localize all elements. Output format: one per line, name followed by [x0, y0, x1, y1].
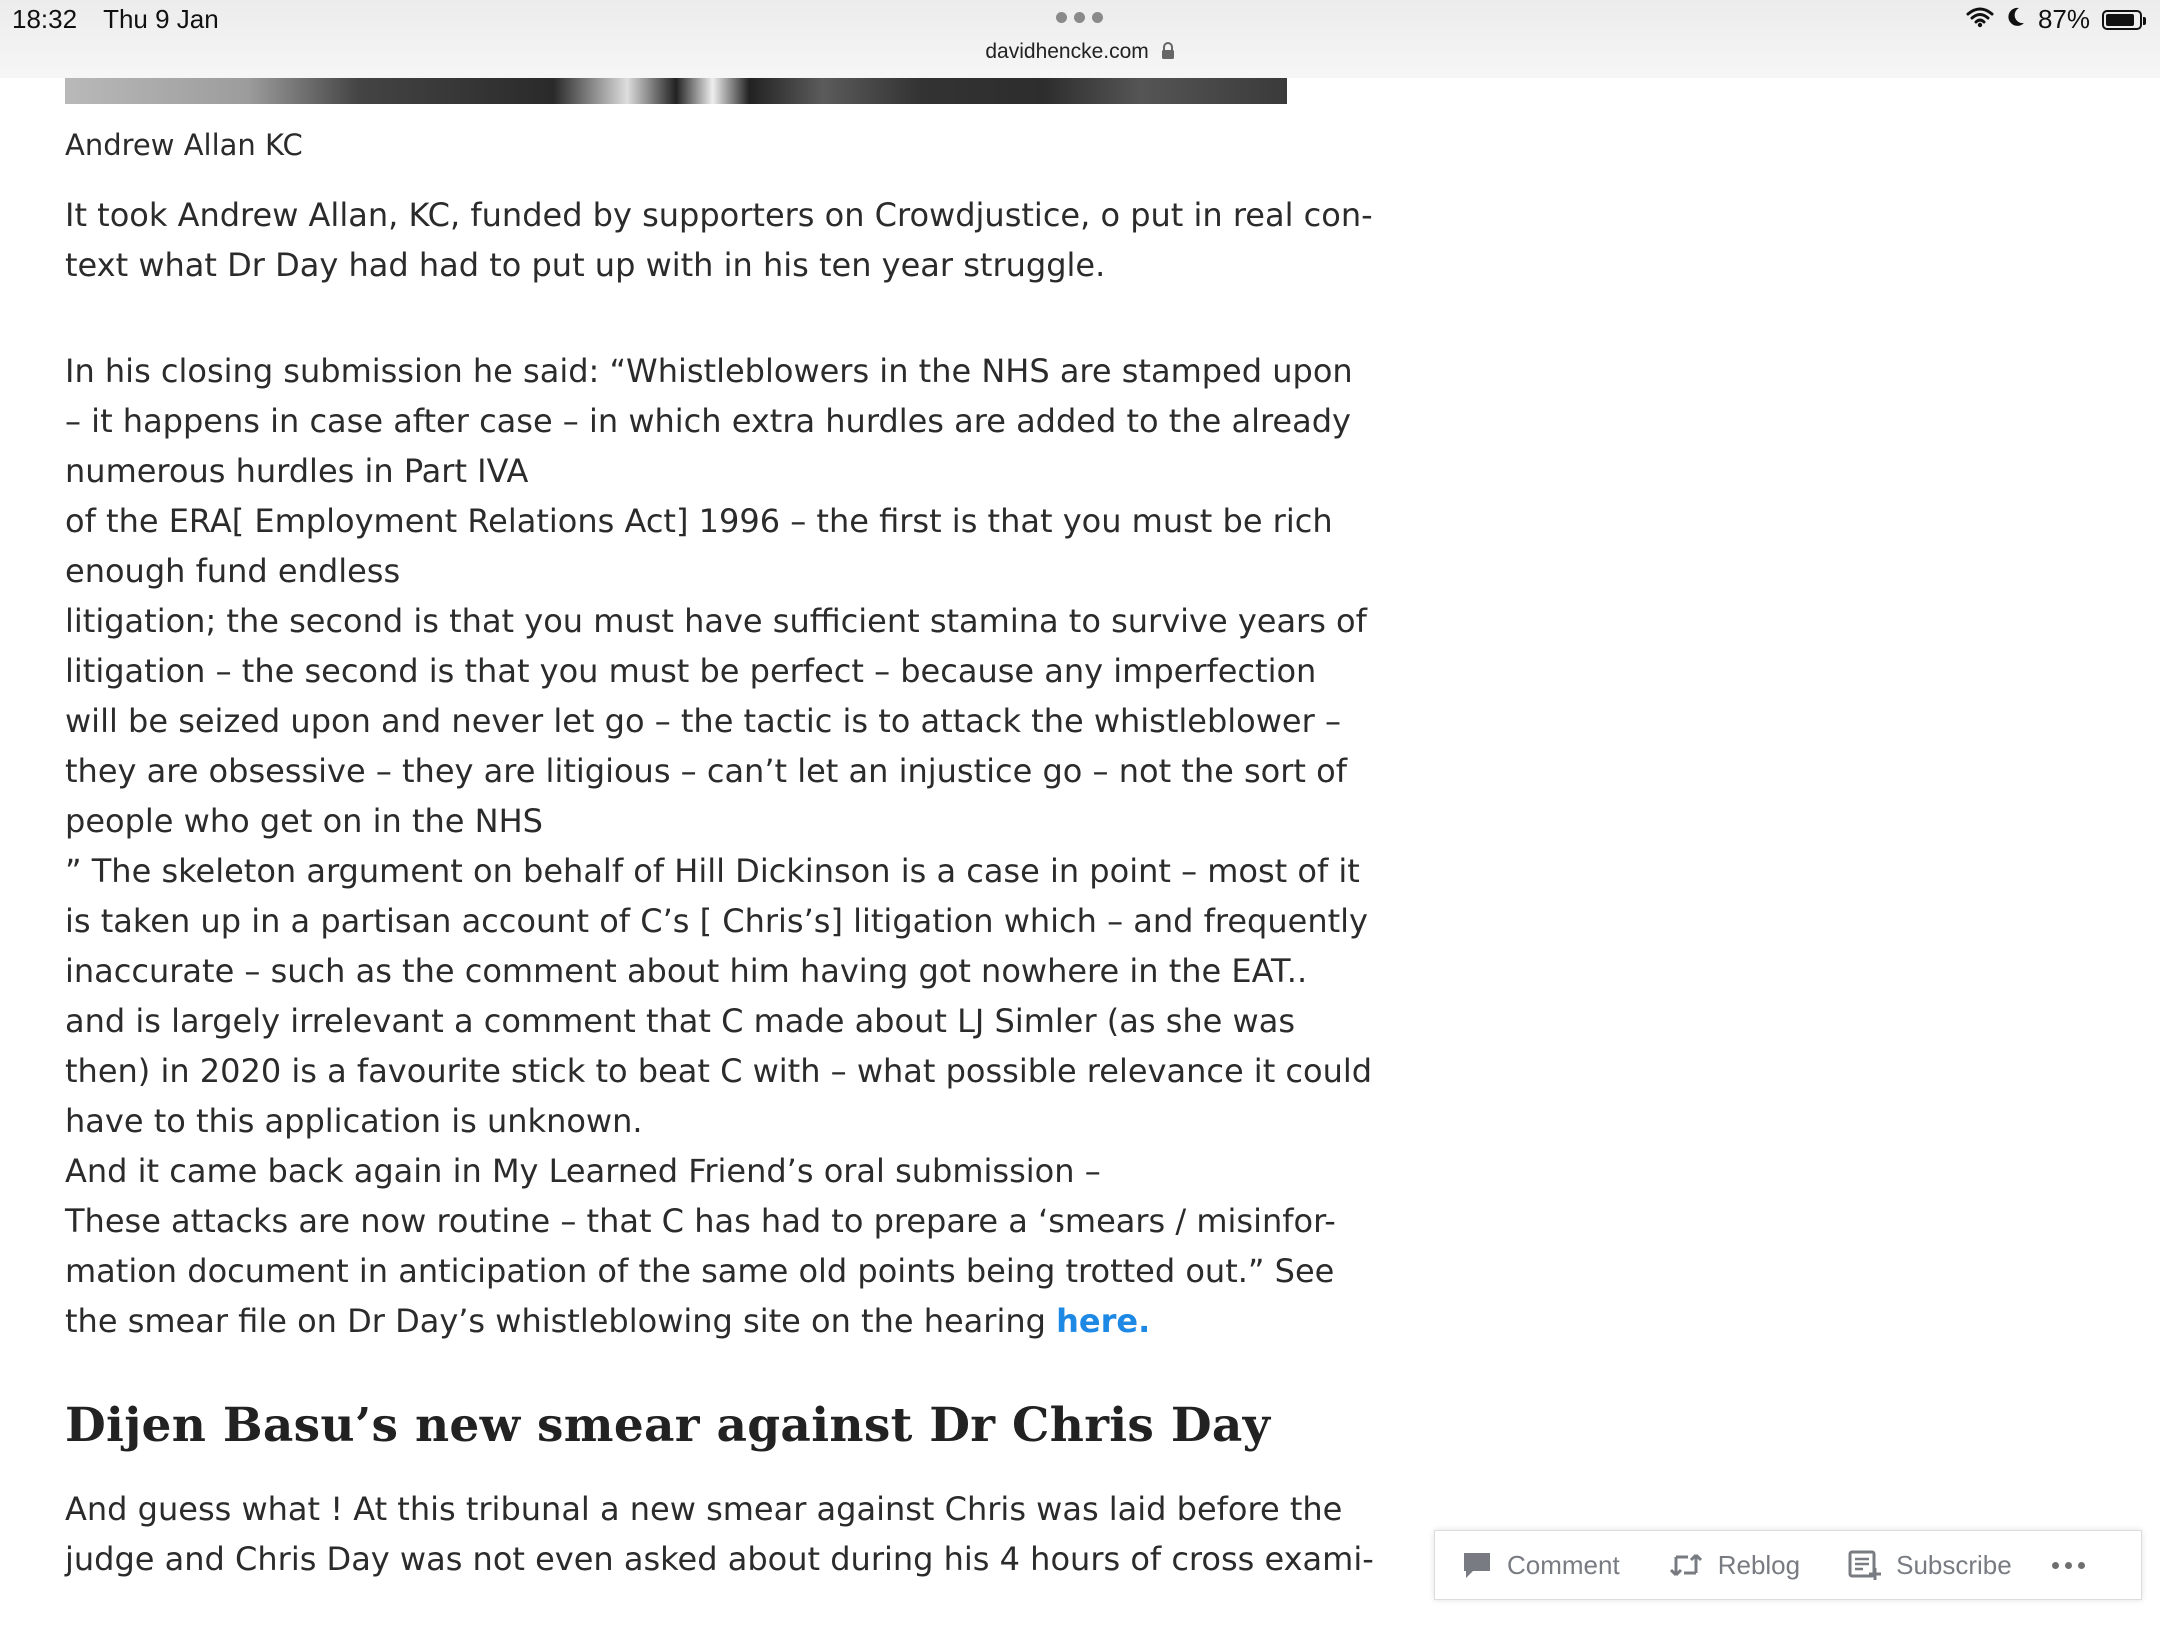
- text-line: people who get on in the NHS: [65, 802, 543, 840]
- text-line: inaccurate – such as the comment about him having got nowhere in the EAT..: [65, 952, 1308, 990]
- text-line: the smear file on Dr Day’s whistleblowing site on the hearing: [65, 1302, 1057, 1340]
- intro-paragraph: [65, 190, 1373, 290]
- here-link[interactable]: here.: [1056, 1302, 1151, 1340]
- section-heading: Dijen Basu’s new smear against Dr Chris Day: [65, 1398, 1271, 1453]
- moon-icon: [2006, 4, 2026, 35]
- dot: [2065, 1562, 2072, 1569]
- dot: [1074, 12, 1085, 23]
- text-line: litigation; the second is that you must have sufficient stamina to survive years of: [65, 602, 1367, 640]
- article-body: [65, 120, 1374, 1634]
- text-line: ” The skeleton argument on behalf of Hill Dickinson is a case in point – most of it: [65, 852, 1360, 890]
- dot: [1092, 12, 1103, 23]
- text-line: These attacks are now routine – that C has had to prepare a ‘smears / misinfor-: [65, 1202, 1336, 1240]
- battery-percent: 87%: [2037, 4, 2090, 34]
- status-time: 18:32: [12, 4, 78, 34]
- comment-button[interactable]: [1461, 1550, 1620, 1581]
- dot: [2078, 1562, 2085, 1569]
- article-photo: [65, 78, 1287, 104]
- multitasking-dots[interactable]: [1056, 12, 1103, 23]
- battery-fill: [2106, 14, 2134, 26]
- text-line: then) in 2020 is a favourite stick to beat C with – what possible relevance it could: [65, 1052, 1373, 1090]
- comment-icon: [1461, 1550, 1493, 1580]
- subscribe-label: Subscribe: [1896, 1549, 2012, 1580]
- text-line: enough fund endless: [65, 552, 401, 590]
- text-line-with-link: [65, 1296, 1297, 1346]
- photo-caption: Andrew Allan KC: [65, 128, 303, 162]
- text-line: and is largely irrelevant a comment that C made about LJ Simler (as she was: [65, 1002, 1295, 1040]
- reblog-button[interactable]: [1668, 1550, 1800, 1581]
- closing-submission-quote: [65, 346, 1373, 1346]
- status-right: [1966, 4, 2142, 35]
- wordpress-action-bar: [1434, 1530, 2142, 1600]
- text-line: of the ERA[ Employment Relations Act] 1996 – the first is that you must be rich: [65, 502, 1333, 540]
- address-bar[interactable]: [0, 40, 2160, 66]
- lock-icon: [1161, 42, 1175, 66]
- text-line: And guess what ! At this tribunal a new smear against Chris was laid before the: [65, 1490, 1343, 1528]
- more-icon[interactable]: [2052, 1562, 2085, 1569]
- reblog-label: Reblog: [1717, 1549, 1801, 1580]
- dot: [2052, 1562, 2059, 1569]
- status-left: [12, 4, 219, 35]
- section-paragraph: [65, 1484, 1374, 1584]
- text-line: is taken up in a partisan account of C’s [ Chris’s] litigation which – and frequently: [65, 902, 1368, 940]
- status-bar: [0, 0, 2160, 78]
- text-line: It took Andrew Allan, KC, funded by supporters on Crowdjustice, o put in real con-: [65, 196, 1373, 234]
- subscribe-button[interactable]: [1848, 1549, 2012, 1581]
- text-line: will be seized upon and never let go – the tactic is to attack the whistleblower –: [65, 702, 1341, 740]
- text-line: text what Dr Day had had to put up with in his ten year struggle.: [65, 246, 1106, 284]
- dot: [1056, 12, 1067, 23]
- text-line: have to this application is unknown.: [65, 1102, 643, 1140]
- wifi-icon: [1966, 4, 1994, 35]
- text-line: litigation – the second is that you must be perfect – because any imperfection: [65, 652, 1317, 690]
- reblog-icon: [1668, 1550, 1704, 1580]
- text-line: In his closing submission he said: “Whistleblowers in the NHS are stamped upon: [65, 352, 1353, 390]
- status-date: Thu 9 Jan: [103, 4, 219, 34]
- comment-label: Comment: [1507, 1549, 1620, 1580]
- url-text: davidhencke.com: [985, 40, 1149, 63]
- text-line: And it came back again in My Learned Friend’s oral submission –: [65, 1152, 1101, 1190]
- text-line: mation document in anticipation of the same old points being trotted out.” See: [65, 1252, 1335, 1290]
- text-line: they are obsessive – they are litigious – can’t let an injustice go – not the sort of: [65, 752, 1347, 790]
- battery-icon: [2102, 10, 2142, 30]
- subscribe-icon: [1848, 1549, 1882, 1581]
- text-line: numerous hurdles in Part IVA: [65, 452, 529, 490]
- text-line: judge and Chris Day was not even asked about during his 4 hours of cross exami-: [65, 1540, 1374, 1578]
- text-line: – it happens in case after case – in which extra hurdles are added to the already: [65, 402, 1351, 440]
